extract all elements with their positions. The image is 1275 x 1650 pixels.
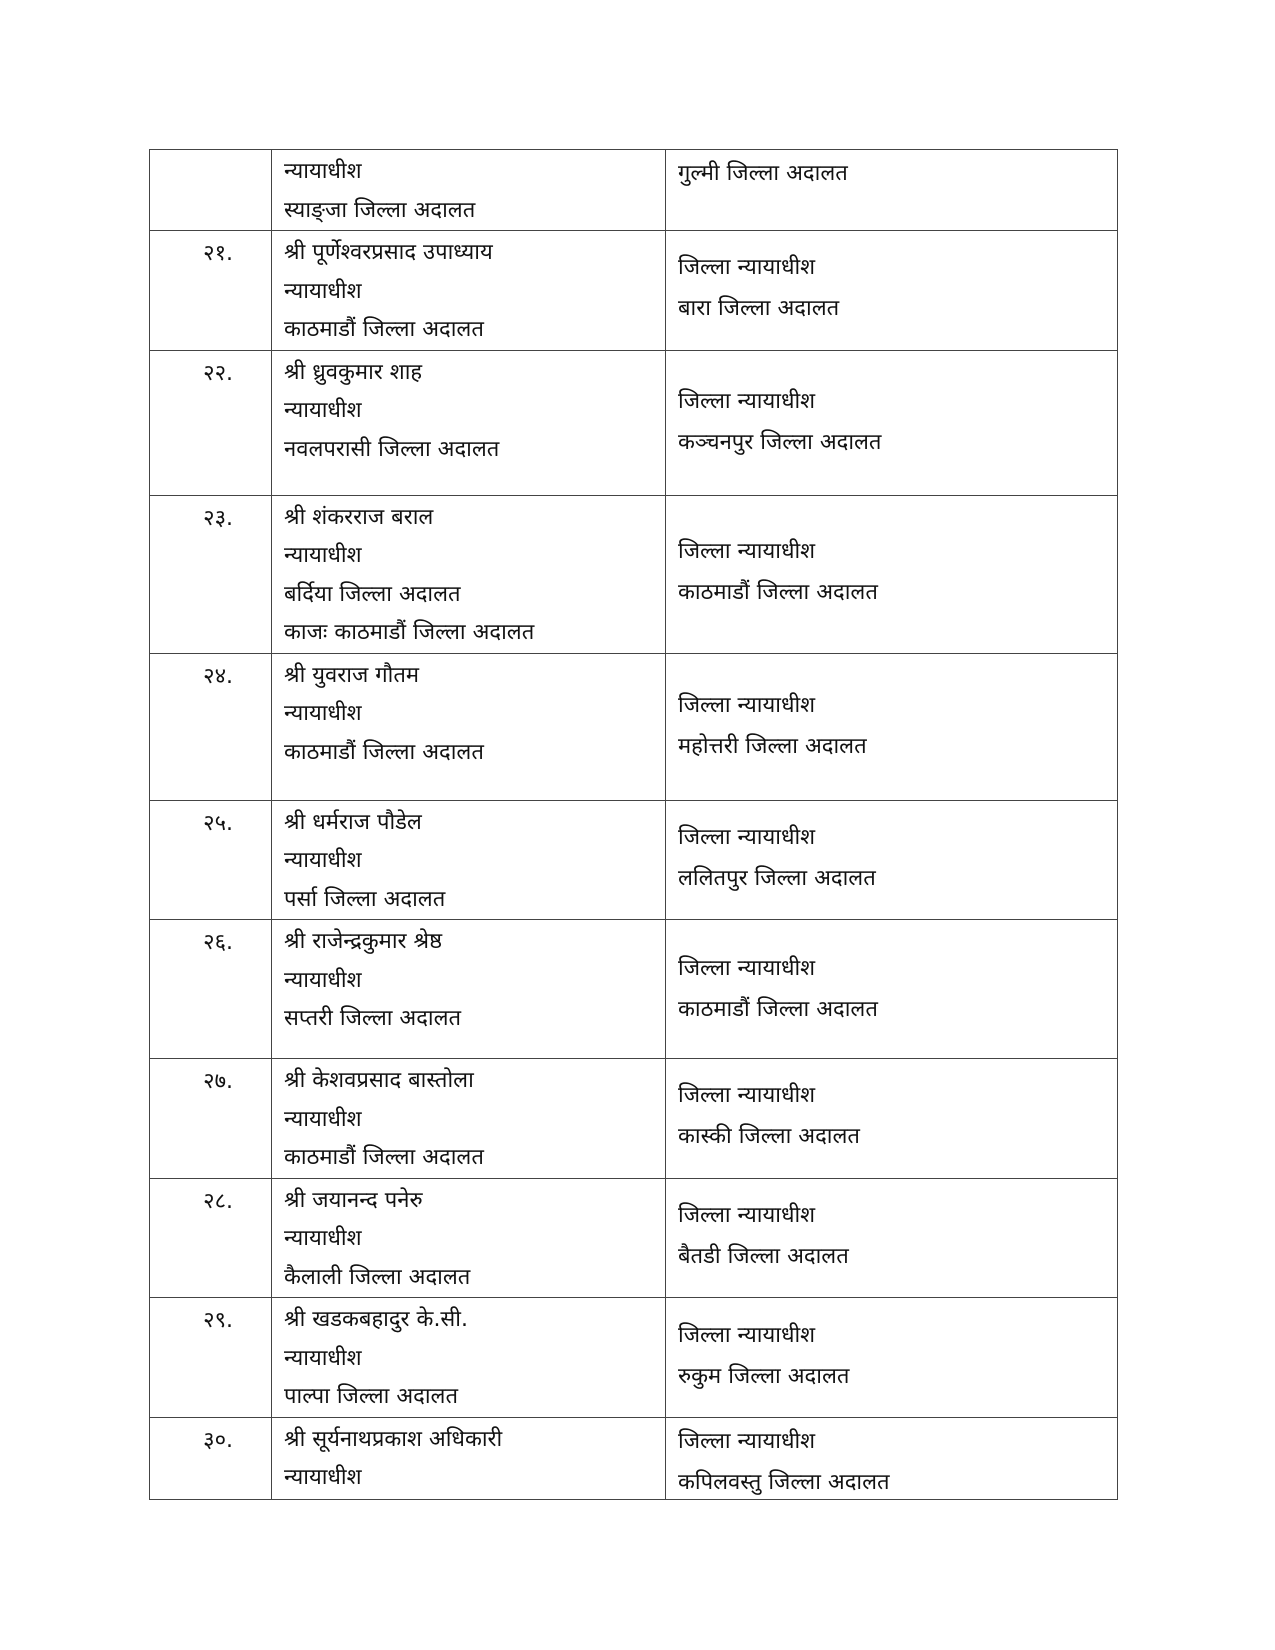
new-posting-line: जिल्ला न्यायाधीश	[678, 824, 816, 850]
new-posting-cell	[666, 920, 1118, 1059]
judge-detail-line: न्यायाधीश	[284, 1345, 362, 1371]
new-posting-line: जिल्ला न्यायाधीश	[678, 955, 816, 981]
judge-detail-line: सप्तरी जिल्ला अदालत	[284, 1006, 462, 1031]
new-posting-line: कञ्चनपुर जिल्ला अदालत	[678, 430, 882, 455]
table-row	[150, 653, 1118, 800]
judge-details-lines	[272, 1298, 665, 1417]
new-posting-cell	[666, 495, 1118, 653]
judge-detail-line: नवलपरासी जिल्ला अदालत	[284, 436, 500, 462]
table-row	[150, 495, 1118, 653]
judge-details-lines	[272, 920, 665, 1039]
judge-detail-line: न्यायाधीश	[284, 543, 362, 568]
judge-detail-line: न्यायाधीश	[284, 848, 362, 873]
new-posting-lines	[666, 920, 1117, 1057]
judge-detail-line: पाल्पा जिल्ला अदालत	[284, 1384, 459, 1409]
table-row	[150, 231, 1118, 351]
judge-details-cell	[272, 1059, 666, 1179]
judge-details-cell	[272, 920, 666, 1059]
judge-details-cell	[272, 800, 666, 920]
serial-number-cell: २७.	[150, 1059, 272, 1179]
judge-details-cell	[272, 495, 666, 653]
new-posting-lines	[666, 351, 1117, 494]
new-posting-line: जिल्ला न्यायाधीश	[678, 539, 816, 564]
judge-detail-line: श्री युवराज गौतम	[284, 662, 420, 688]
judge-details-lines	[272, 351, 665, 470]
judge-detail-line: श्री शंकरराज बराल	[284, 504, 434, 530]
judge-detail-line: न्यायाधीश	[284, 701, 362, 726]
new-posting-cell	[666, 1417, 1118, 1499]
serial-number-cell: ३०.	[150, 1417, 272, 1499]
judge-detail-line: पर्सा जिल्ला अदालत	[284, 886, 446, 912]
new-posting-cell	[666, 1059, 1118, 1179]
judge-details-lines	[272, 1179, 665, 1298]
table-row	[150, 800, 1118, 920]
serial-number-cell: २२.	[150, 350, 272, 495]
new-posting-line: कपिलवस्तु जिल्ला अदालत	[678, 1469, 890, 1495]
judge-detail-line: श्री ध्रुवकुमार शाह	[284, 359, 423, 385]
judge-details-cell	[272, 150, 666, 231]
new-posting-line: काठमाडौं जिल्ला अदालत	[678, 580, 878, 605]
judge-detail-line: श्री धर्मराज पौडेल	[284, 809, 422, 835]
judge-detail-line: बर्दिया जिल्ला अदालत	[284, 581, 461, 607]
judge-details-lines	[272, 1418, 665, 1498]
new-posting-line: जिल्ला न्यायाधीश	[678, 255, 816, 280]
judge-details-lines	[272, 1059, 665, 1178]
transfer-table	[149, 149, 1118, 1500]
new-posting-line: जिल्ला न्यायाधीश	[678, 1202, 816, 1228]
new-posting-lines	[666, 1179, 1117, 1293]
judge-detail-line: न्यायाधीश	[284, 967, 362, 993]
new-posting-line: जिल्ला न्यायाधीश	[678, 693, 816, 718]
serial-number-cell: २४.	[150, 653, 272, 800]
table-row	[150, 1298, 1118, 1418]
judge-details-cell	[272, 1178, 666, 1298]
judge-detail-line: न्यायाधीश	[284, 1226, 362, 1251]
new-posting-lines	[666, 1418, 1117, 1498]
serial-number-cell: २३.	[150, 495, 272, 653]
table-row	[150, 1178, 1118, 1298]
new-posting-lines	[666, 801, 1117, 915]
serial-number-cell	[150, 150, 272, 231]
serial-number-cell: २५.	[150, 800, 272, 920]
new-posting-cell	[666, 150, 1118, 231]
judge-detail-line: काजः काठमाडौं जिल्ला अदालत	[284, 620, 535, 645]
judge-details-cell	[272, 653, 666, 800]
new-posting-lines	[666, 150, 1117, 225]
new-posting-cell	[666, 350, 1118, 495]
judge-detail-line: काठमाडौं जिल्ला अदालत	[284, 1145, 484, 1170]
table-row	[150, 920, 1118, 1059]
new-posting-line: जिल्ला न्यायाधीश	[678, 389, 816, 414]
new-posting-line: जिल्ला न्यायाधीश	[678, 1322, 816, 1348]
new-posting-line: ललितपुर जिल्ला अदालत	[678, 865, 876, 891]
serial-number-cell: २९.	[150, 1298, 272, 1418]
judge-details-lines	[272, 231, 665, 350]
judge-detail-line: न्यायाधीश	[284, 1465, 362, 1490]
new-posting-cell	[666, 1298, 1118, 1418]
judge-details-cell	[272, 231, 666, 351]
new-posting-lines	[666, 231, 1117, 345]
judge-detail-line: श्री जयानन्द पनेरु	[284, 1187, 423, 1213]
new-posting-line: बारा जिल्ला अदालत	[678, 296, 840, 321]
judge-details-lines	[272, 801, 665, 920]
judge-detail-line: न्यायाधीश	[284, 1106, 362, 1132]
judge-detail-line: न्यायाधीश	[284, 398, 362, 423]
new-posting-line: जिल्ला न्यायाधीश	[678, 1083, 816, 1108]
new-posting-cell	[666, 231, 1118, 351]
new-posting-cell	[666, 653, 1118, 800]
judge-details-cell	[272, 350, 666, 495]
new-posting-lines	[666, 496, 1117, 649]
judge-detail-line: स्याङ्जा जिल्ला अदालत	[284, 197, 476, 223]
judge-detail-line: श्री खडकबहादुर के.सी.	[284, 1307, 468, 1332]
judge-details-lines	[272, 150, 665, 230]
judge-details-cell	[272, 1298, 666, 1418]
judge-detail-line: श्री राजेन्द्रकुमार श्रेष्ठ	[284, 929, 443, 954]
judge-detail-line: श्री पूर्णेश्वरप्रसाद उपाध्याय	[284, 240, 493, 265]
judge-detail-line: श्री केशवप्रसाद बास्तोला	[284, 1068, 474, 1093]
table-body	[150, 150, 1118, 1500]
judge-details-lines	[272, 496, 665, 653]
new-posting-lines	[666, 654, 1117, 799]
new-posting-cell	[666, 1178, 1118, 1298]
judge-detail-line: न्यायाधीश	[284, 278, 362, 304]
judge-details-lines	[272, 654, 665, 773]
new-posting-line: गुल्मी जिल्ला अदालत	[678, 161, 848, 186]
new-posting-line: बैतडी जिल्ला अदालत	[678, 1243, 849, 1269]
serial-number-cell: २८.	[150, 1178, 272, 1298]
table-row	[150, 350, 1118, 495]
judge-detail-line: श्री सूर्यनाथप्रकाश अधिकारी	[284, 1426, 503, 1452]
new-posting-line: रुकुम जिल्ला अदालत	[678, 1363, 850, 1389]
judge-details-cell	[272, 1417, 666, 1499]
new-posting-line: काठमाडौं जिल्ला अदालत	[678, 996, 878, 1022]
table-row	[150, 1059, 1118, 1179]
new-posting-line: महोत्तरी जिल्ला अदालत	[678, 734, 867, 759]
judge-detail-line: न्यायाधीश	[284, 159, 362, 184]
judge-detail-line: काठमाडौं जिल्ला अदालत	[284, 317, 484, 342]
judge-detail-line: कैलाली जिल्ला अदालत	[284, 1264, 471, 1290]
serial-number-cell: २१.	[150, 231, 272, 351]
new-posting-lines	[666, 1298, 1117, 1413]
new-posting-cell	[666, 800, 1118, 920]
new-posting-lines	[666, 1059, 1117, 1173]
new-posting-line: कास्की जिल्ला अदालत	[678, 1124, 860, 1149]
new-posting-line: जिल्ला न्यायाधीश	[678, 1428, 816, 1454]
judge-detail-line: काठमाडौं जिल्ला अदालत	[284, 739, 484, 765]
table-row	[150, 150, 1118, 231]
serial-number-cell: २६.	[150, 920, 272, 1059]
table-row	[150, 1417, 1118, 1499]
